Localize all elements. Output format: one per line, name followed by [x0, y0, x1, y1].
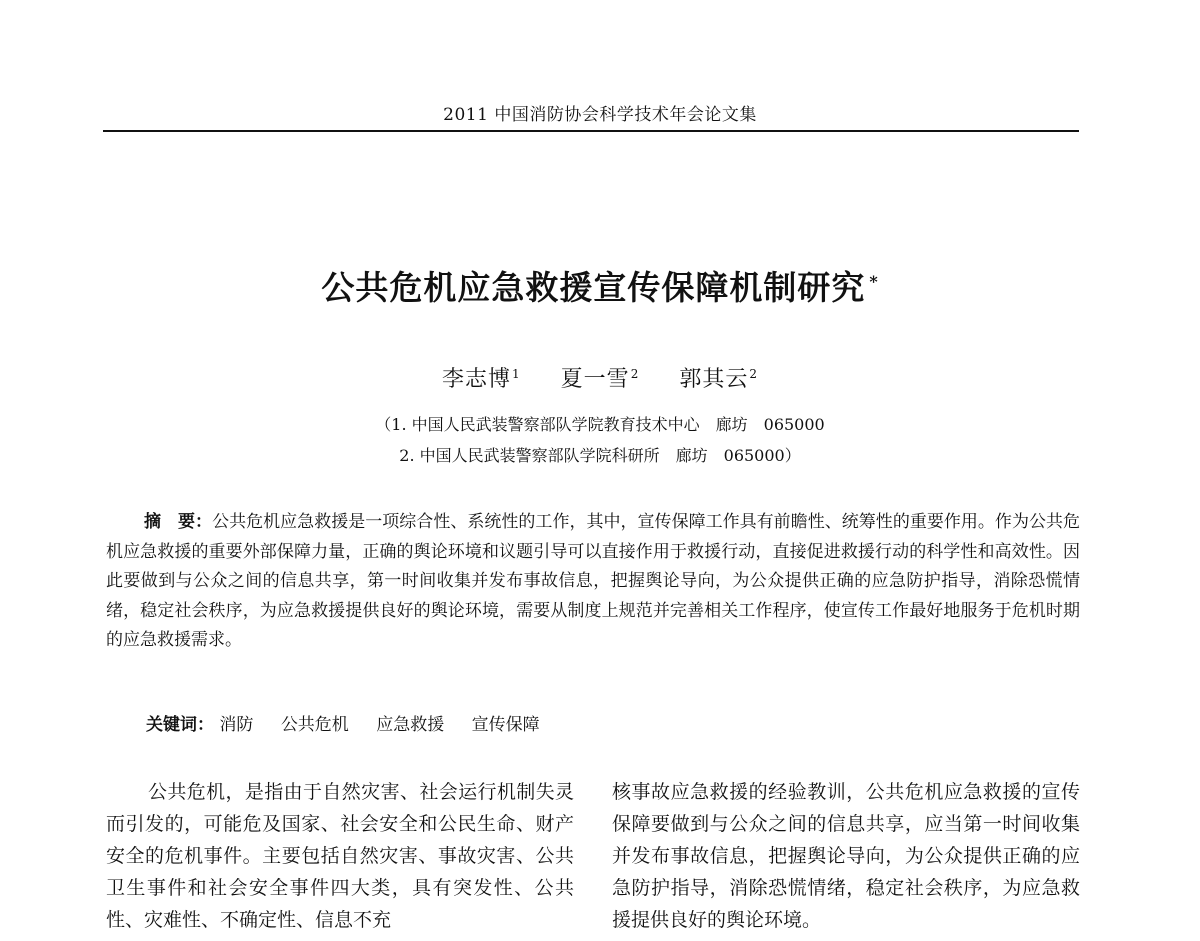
abstract-text: 公共危机应急救援是一项综合性、系统性的工作，其中，宣传保障工作具有前瞻性、统筹性的重要作用。作为公共危机应急救援的重要外部保障力量，正确的舆论环境和议题引导可以直接作用于救援行动，直接促进救援行动的科学性和高效性。因此要做到与公众之间的信息共享，第一时间收集并发布事故信息，把握舆论导向，为公众提供正确的应急防护指导，消除恐慌情绪，稳定社会秩序，为应急救援提供良好的舆论环境，需要从制度上规范并完善相关工作程序，使宣传工作最好地服务于危机时期的应急救援需求。 [106, 512, 1081, 650]
author-affil-mark: 2 [630, 366, 640, 381]
author-name: 李志博 [442, 367, 512, 392]
keyword: 宣传保障 [471, 715, 540, 735]
paper-title [0, 262, 1200, 309]
running-header: 2011 中国消防协会科学技术年会论文集 [443, 105, 757, 125]
author-affil-mark: 1 [512, 366, 521, 381]
keyword: 应急救援 [376, 715, 445, 735]
author-list [0, 362, 1200, 393]
author-affil-mark: 2 [749, 366, 758, 381]
affiliation-1: （1. 中国人民武装警察部队学院教育技术中心 廊坊 065000 [375, 415, 825, 434]
body-right-column: 核事故应急救援的经验教训，公共危机应急救援的宣传保障要做到与公众之间的信息共享，应当第一时间收集并发布事故信息，把握舆论导向，为公众提供正确的应急防护指导，消除恐慌情绪，稳定社会秩序，为应急救援提供良好的舆论环境。 [612, 781, 1080, 931]
keywords [146, 710, 562, 735]
abstract [106, 508, 1080, 656]
affiliation-2: 2. 中国人民武装警察部队学院科研所 廊坊 065000） [399, 446, 801, 465]
abstract-label: 摘 要： [144, 512, 213, 532]
keywords-label: 关键词： [146, 715, 214, 735]
keyword: 消防 [219, 715, 254, 735]
author-2 [561, 362, 640, 393]
author-3 [679, 362, 758, 393]
keyword: 公共危机 [280, 715, 349, 735]
author-name: 郭其云 [679, 367, 749, 392]
author-1 [442, 362, 521, 393]
paper-title-text: 公共危机应急救援宣传保障机制研究 [321, 268, 866, 307]
header-rule [103, 130, 1079, 132]
body-left-column: 公共危机，是指由于自然灾害、社会运行机制失灵而引发的，可能危及国家、社会安全和公民生命、财产安全的危机事件。主要包括自然灾害、事故灾害、公共卫生事件和社会安全事件四大类，具有突发性、公共性、灾难性、不确定性、信息不充 [106, 781, 574, 931]
author-name: 夏一雪 [560, 367, 630, 392]
title-footnote-mark: * [869, 272, 879, 291]
